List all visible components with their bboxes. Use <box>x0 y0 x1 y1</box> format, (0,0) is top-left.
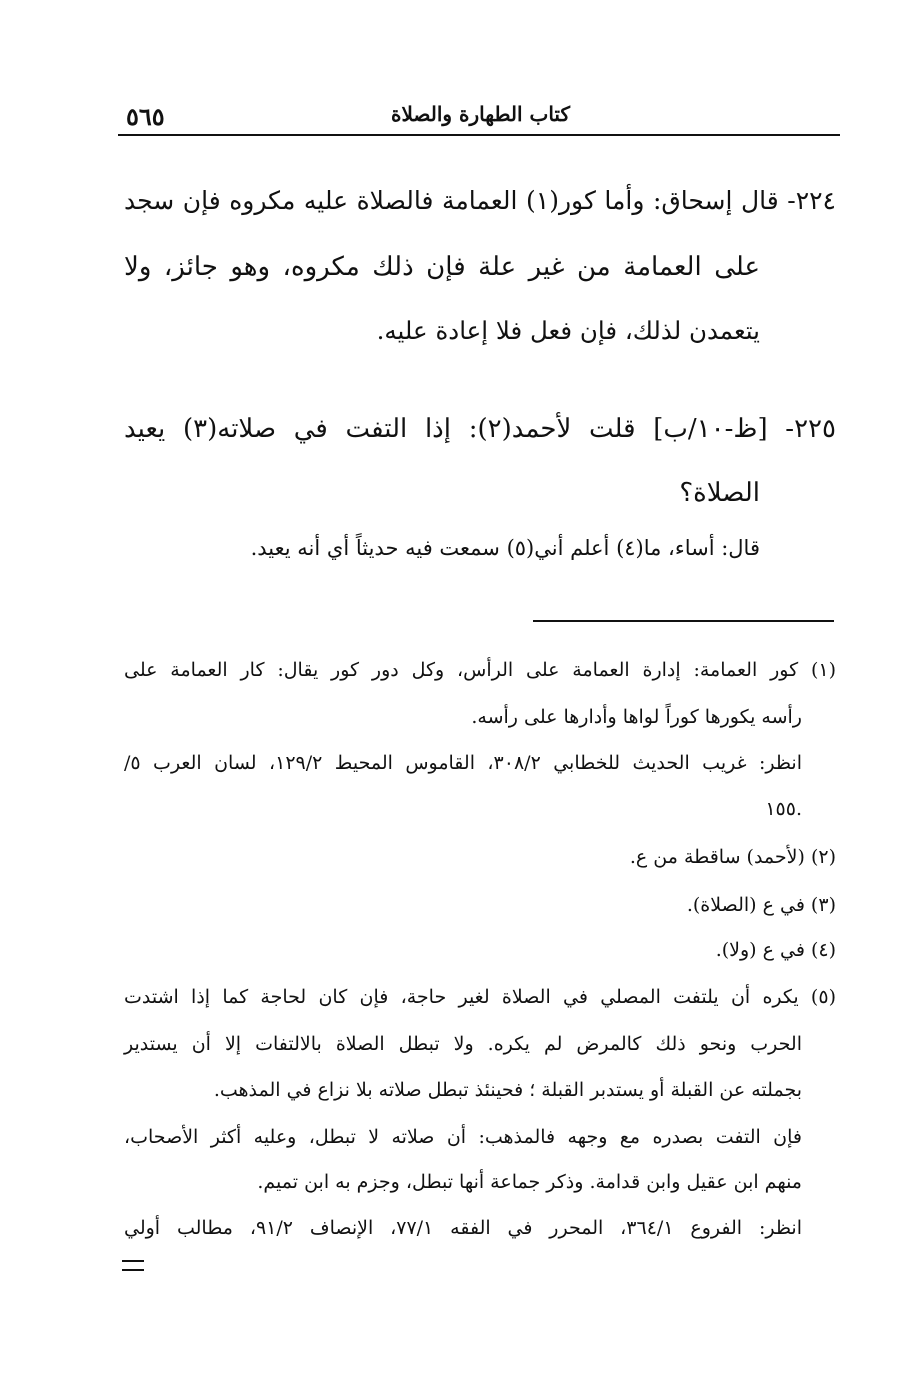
footnote-line: (٢) (لأحمد) ساقطة من ع. <box>629 846 836 868</box>
footnote-line: انظر: الفروع ٣٦٤/١، المحرر في الفقه ٧٧/١، الإنصاف ٩١/٢، مطالب أولي <box>124 1217 802 1239</box>
footnote-line: (١) كور العمامة: إدارة العمامة على الرأس، وكل دور كور يقال: كار العمامة على <box>124 659 836 681</box>
footnote-line: رأسه يكورها كوراً لواها وأدارها على رأسه. <box>471 706 802 728</box>
main-text-line: على العمامة من غير علة فإن ذلك مكروه، وهو جائز، ولا <box>124 252 760 282</box>
page-header <box>118 92 840 136</box>
main-text-line: قال: أساء، ما(٤) أعلم أني(٥) سمعت فيه حديثاً أي أنه يعيد. <box>250 536 760 560</box>
footnote-line: بجملته عن القبلة أو يستدبر القبلة ؛ فحينئذ تبطل صلاته بلا نزاع في المذهب. <box>213 1079 802 1101</box>
footnote-line: انظر: غريب الحديث للخطابي ٣٠٨/٢، القاموس المحيط ١٢٩/٢، لسان العرب ٥/ <box>124 752 802 774</box>
footnote-line: .١٥٥ <box>765 798 802 820</box>
continuation-mark <box>122 1260 144 1271</box>
running-title: كتاب الطهارة والصلاة <box>391 102 570 126</box>
main-text-line: الصلاة؟ <box>679 478 760 508</box>
footnote-line: منهم ابن عقيل وابن قدامة. وذكر جماعة أنها تبطل، وجزم به ابن تميم. <box>257 1171 802 1193</box>
footnote-separator <box>533 620 834 622</box>
footnote-line: فإن التفت بصدره مع وجهه فالمذهب: أن صلاته لا تبطل، وعليه أكثر الأصحاب، <box>124 1126 802 1148</box>
page-number: ٥٦٥ <box>126 102 165 131</box>
footnote-line: الحرب ونحو ذلك كالمرض لم يكره. ولا تبطل الصلاة بالالتفات إلا أن يستدير <box>124 1033 802 1055</box>
main-text-line: يتعمدن لذلك، فإن فعل فلا إعادة عليه. <box>376 316 760 345</box>
main-text-line: ٢٢٤- قال إسحاق: وأما كور(١) العمامة فالصلاة عليه مكروه فإن سجد <box>124 186 836 215</box>
footnote-line: (٤) في ع (ولا). <box>715 939 836 961</box>
footnote-line: (٥) يكره أن يلتفت المصلي في الصلاة لغير حاجة، فإن كان لحاجة كما إذا اشتدت <box>124 986 836 1008</box>
main-text-line: ٢٢٥- [ظ-١٠/ب] قلت لأحمد(٢): إذا التفت في صلاته(٣) يعيد <box>124 414 836 444</box>
footnote-line: (٣) في ع (الصلاة). <box>686 894 836 916</box>
